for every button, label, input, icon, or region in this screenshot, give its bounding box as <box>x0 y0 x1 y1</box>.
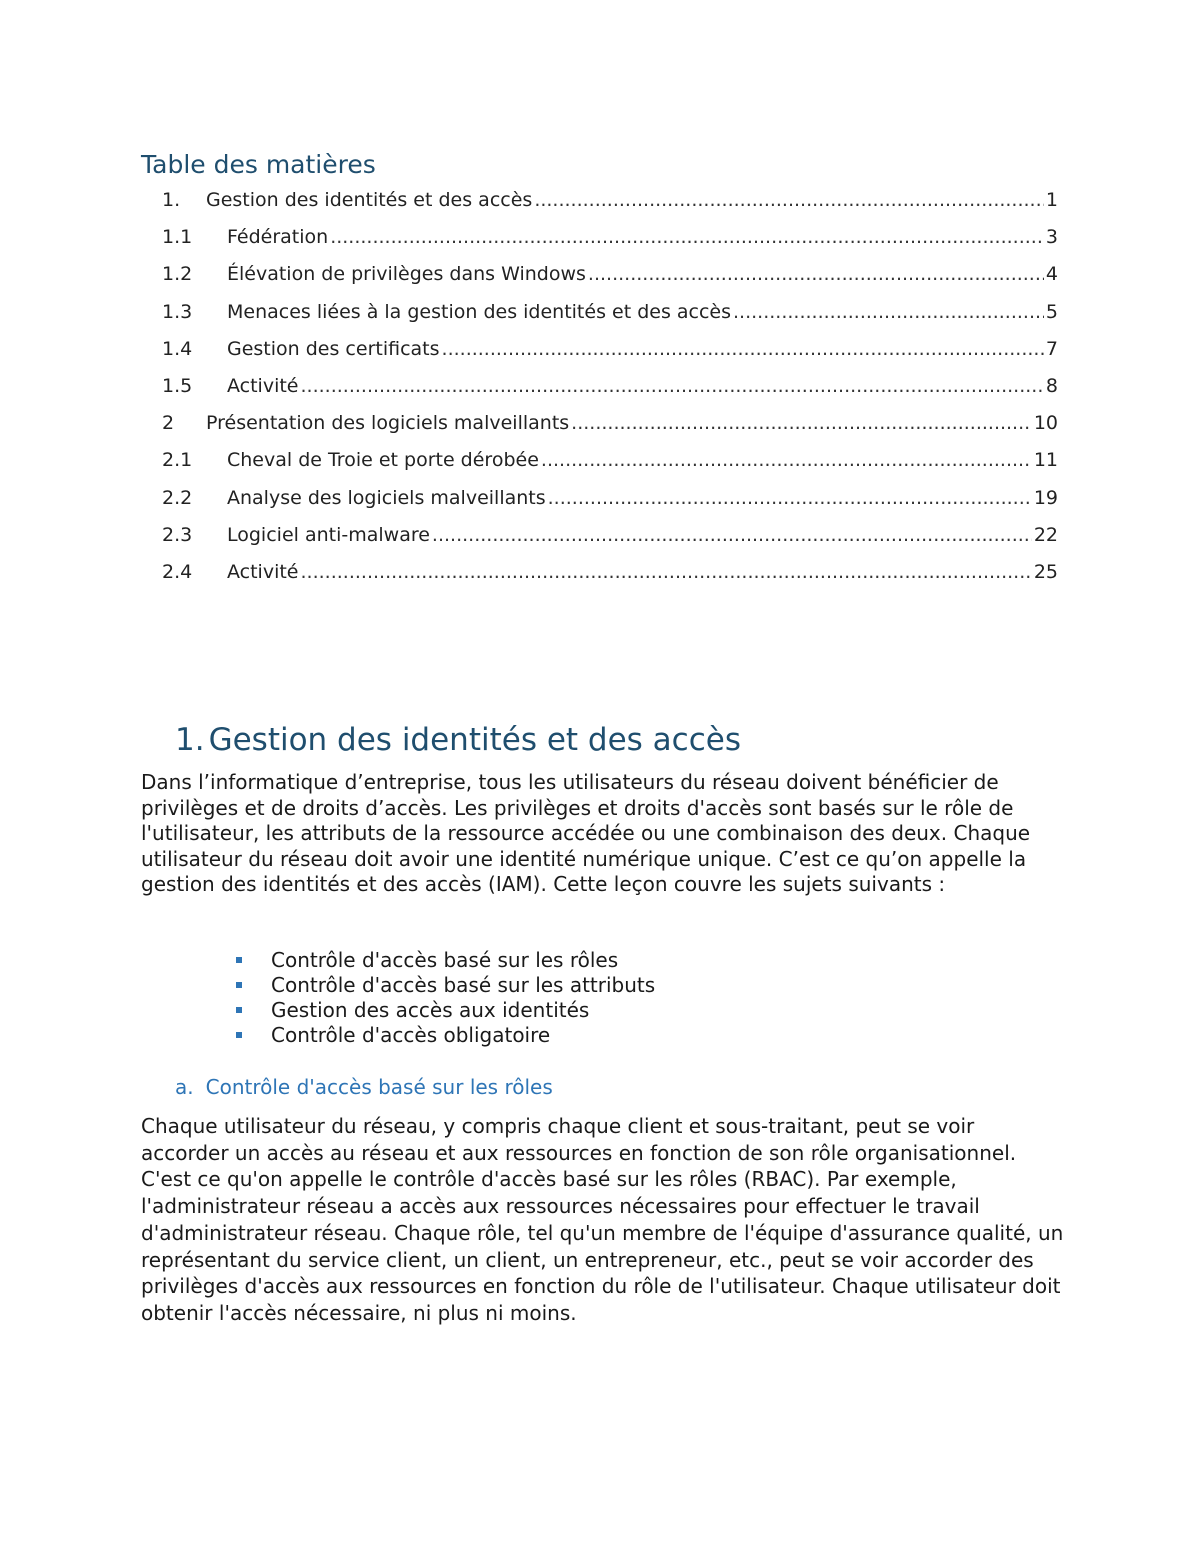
toc-entry-page: 1 <box>1045 189 1058 211</box>
toc-entry-page: 19 <box>1033 486 1058 509</box>
list-item-text: Gestion des accès aux identités <box>271 998 590 1022</box>
subsection-heading <box>175 1075 553 1099</box>
toc-entry-title: Cheval de Troie et porte dérobée <box>227 449 539 472</box>
toc-leader-dots <box>548 484 1032 513</box>
toc-entry-page: 22 <box>1033 523 1058 546</box>
toc-entry-title: Menaces liées à la gestion des identités et des accès <box>227 300 732 323</box>
toc-entry-title: Gestion des certificats <box>227 337 440 360</box>
list-item-text: Contrôle d'accès obligatoire <box>271 1023 551 1047</box>
toc-entry-title: Gestion des identités et des accès <box>206 189 533 211</box>
toc-entry-title: Activité <box>227 560 299 583</box>
toc-entry[interactable] <box>162 186 1058 223</box>
list-item-text: Contrôle d'accès basé sur les attributs <box>271 973 656 997</box>
toc-entry-title: Analyse des logiciels malveillants <box>227 486 546 509</box>
toc-entry-number: 2 <box>162 412 175 435</box>
square-bullet-icon <box>236 1007 242 1013</box>
toc-entry-number: 2.3 <box>162 523 193 546</box>
square-bullet-icon <box>236 1032 242 1038</box>
toc-leader-dots <box>432 521 1032 550</box>
toc-leader-dots <box>301 372 1044 401</box>
toc-entry-number: 1.2 <box>162 263 193 286</box>
toc-entry[interactable] <box>162 409 1058 446</box>
square-bullet-icon <box>236 982 242 988</box>
toc-entry-page: 11 <box>1033 449 1058 472</box>
toc-leader-dots <box>330 223 1044 252</box>
toc-leader-dots <box>588 260 1044 289</box>
subsection-title: Contrôle d'accès basé sur les rôles <box>205 1075 553 1099</box>
toc-entry[interactable] <box>162 335 1058 372</box>
section-number: 1. <box>175 722 205 758</box>
toc-entry[interactable] <box>162 260 1058 297</box>
toc-entry-page: 4 <box>1045 263 1058 286</box>
toc-entry-title: Logiciel anti-malware <box>227 523 430 546</box>
toc-entry-page: 25 <box>1033 560 1058 583</box>
toc-entry[interactable] <box>162 223 1058 260</box>
toc-entry-number: 1. <box>162 189 181 211</box>
toc-leader-dots <box>733 298 1044 327</box>
toc-entry-number: 2.2 <box>162 486 193 509</box>
toc-entry[interactable] <box>162 484 1058 521</box>
toc-entry[interactable] <box>162 298 1058 335</box>
toc-leader-dots <box>442 335 1044 364</box>
toc-entry-title: Activité <box>227 374 299 397</box>
intro-paragraph: Dans l’informatique d’entreprise, tous les utilisateurs du réseau doivent bénéficier de privilèges et de droits d’accès. Les privilèges et droits d'accès sont basés sur le rôle de l'utilisateur, les attributs de la ressource accédée ou une combinaison des deux. Chaque utilisateur du réseau doit avoir une identité numérique unique. C’est ce qu’on appelle la gestion des identités et des accès (IAM). Cette leçon couvre les sujets suivants : <box>141 770 1031 896</box>
toc-entry-title: Élévation de privilèges dans Windows <box>227 263 586 286</box>
toc-leader-dots <box>534 186 1044 215</box>
toc-entry-page: 5 <box>1045 300 1058 323</box>
toc-leader-dots <box>571 409 1032 438</box>
toc-entry-page: 10 <box>1033 412 1058 435</box>
rbac-paragraph: Chaque utilisateur du réseau, y compris chaque client et sous-traitant, peut se voir accorder un accès au réseau et aux ressources en fonction de son rôle organisationnel. C'est ce qu'on appelle le contrôle d'accès basé sur les rôles (RBAC). Par exemple, l'administrateur réseau a accès aux ressources nécessaires pour effectuer le travail d'administrateur réseau. Chaque rôle, tel qu'un membre de l'équipe d'assurance qualité, un représentant du service client, un client, un entrepreneur, etc., peut se voir accorder des privilèges d'accès aux ressources en fonction du rôle de l'utilisateur. Chaque utilisateur doit obtenir l'accès nécessaire, ni plus ni moins. <box>141 1114 1064 1325</box>
toc-entry-page: 8 <box>1045 374 1058 397</box>
toc-entry-number: 1.4 <box>162 337 193 360</box>
toc-entry-title: Fédération <box>227 226 329 249</box>
list-item-text: Contrôle d'accès basé sur les rôles <box>271 948 619 972</box>
toc-entry-number: 1.3 <box>162 300 193 323</box>
toc-entry-number: 1.5 <box>162 374 193 397</box>
toc-entry-page: 3 <box>1045 226 1058 249</box>
toc-title: Table des matières <box>141 150 376 179</box>
toc-leader-dots <box>301 558 1032 587</box>
toc-entry-number: 2.4 <box>162 560 193 583</box>
toc-entry[interactable] <box>162 372 1058 409</box>
subsection-letter: a. <box>175 1075 194 1099</box>
section-title: Gestion des identités et des accès <box>208 722 741 758</box>
section-heading <box>175 722 741 758</box>
toc-entry-title: Présentation des logiciels malveillants <box>206 412 570 435</box>
toc-leader-dots <box>541 446 1032 475</box>
toc-entry[interactable] <box>162 521 1058 558</box>
toc-entry-number: 1.1 <box>162 226 193 249</box>
toc-entry[interactable] <box>162 446 1058 483</box>
square-bullet-icon <box>236 957 242 963</box>
table-of-contents <box>162 186 1058 595</box>
toc-entry-number: 2.1 <box>162 449 193 472</box>
toc-entry[interactable] <box>162 558 1058 595</box>
toc-entry-page: 7 <box>1045 337 1058 360</box>
